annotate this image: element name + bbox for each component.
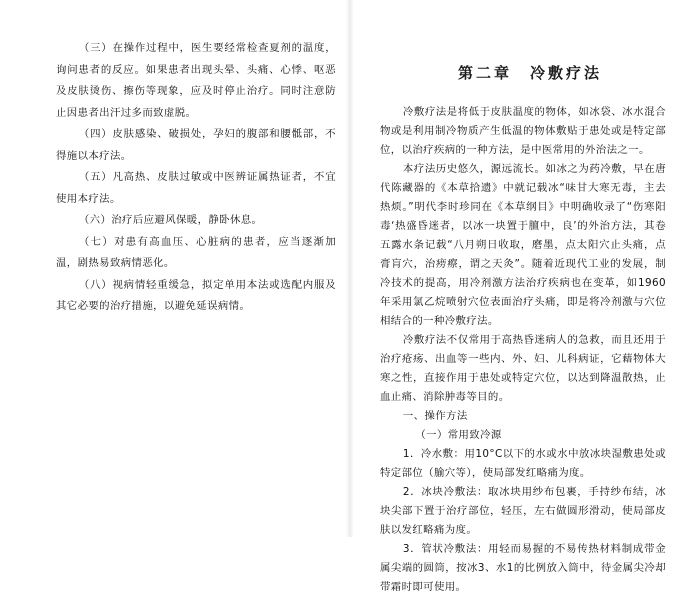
list-item: 1．冷水敷：用10°C以下的水或水中放冰块湿敷患处或特定部位（腧穴等），使局部发红略痛为度。 (380, 448, 666, 479)
section-heading: 一、操作方法 (402, 410, 468, 422)
paragraph: （五）凡高热、皮肤过敏或中医辨证属热证者，不宜使用本疗法。 (56, 171, 336, 205)
paragraph: 本疗法历史悠久，源远流长。如冰之为药冷敷，早在唐代陈藏器的《本草拾遗》中就记载冰“味甘大寒无毒，主去热烦。”明代李时珍同在《本草纲目》中明确收录了“伤寒阳毒‘热盛昏迷者，以冰一块置于膻中，良’的外治方法，其卷五露水条记载“八月朔日收取，磨墨，点太阳穴止头痛，点膏肓穴，治痨瘵，谓之天灸”。随着近现代工业的发展，制冷技术的提高，用冷剂激方法治疗疾病也在变革，如1960年采用氯乙烷喷射穴位表面治疗头痛，即是将冷剂激与穴位相结合的一种冷敷疗法。 (380, 163, 666, 327)
paragraph: （三）在操作过程中，医生要经常检查夏剂的温度，询问患者的反应。如果患者出现头晕、头痛、心悸、呕恶及皮肤烫伤、擦伤等现象，应及时停止治疗。同时注意防止因患者出汗过多而致虚脱。 (56, 42, 336, 119)
paragraph: （八）视病情轻重缓急，拟定单用本法或选配内服及其它必要的治疗措施，以避免延误病情。 (56, 278, 336, 312)
paragraph: （四）皮肤感染、破损处，孕妇的腹部和腰骶部，不得施以本疗法。 (56, 128, 336, 162)
list-item: 2．冰块冷敷法：取冰块用纱布包裹，手持纱布结，冰块尖部下置于治疗部位，轻压，左右做圆形滑动，使局部皮肤以发红略痛为度。 (380, 486, 666, 536)
chapter-title: 第二章 冷敷疗法 (457, 64, 602, 82)
list-item: 3．管状冷敷法：用轻而易握的不易传热材料制成带金属尖端的圆筒，按冰3、水1的比例放入筒中，待金属尖冷却带霜时即可使用。 (380, 543, 666, 593)
paragraph: 冷敷疗法是将低于皮肤温度的物体，如冰袋、冰水混合物或是利用制冷物质产生低温的物体敷贴于患处或是特定部位，以治疗疾病的一种方法，是中医常用的外治法之一。 (380, 106, 666, 156)
paragraph: （六）治疗后应避风保暖，静卧休息。 (78, 214, 263, 226)
paragraph: （七）对患有高血压、心脏病的患者，应当逐渐加温，剧热易致病情恶化。 (56, 235, 336, 269)
left-page (0, 0, 350, 537)
paragraph: 冷敷疗法不仅常用于高热昏迷病人的急救，而且还用于治疗疮疡、出血等一些内、外、妇、儿科病证，它藉物体大寒之性，直接作用于患处或特定穴位，以达到降温散热，止血止痛、消除肿毒等目的。 (380, 334, 666, 403)
right-page (350, 0, 700, 593)
subsection-heading: （一）常用致冷源 (415, 429, 502, 441)
